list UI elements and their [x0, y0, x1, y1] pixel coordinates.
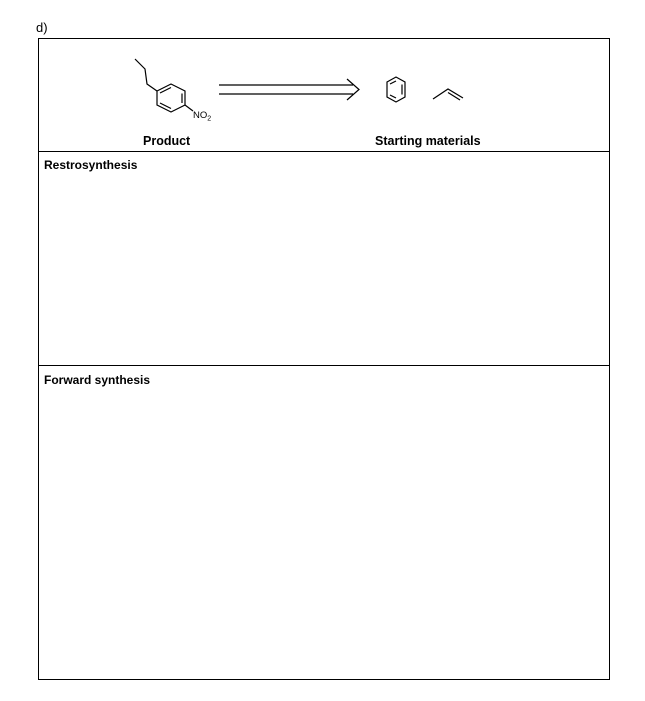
- forward-synthesis-area[interactable]: [38, 365, 610, 680]
- product-benzene-ring: [157, 84, 185, 112]
- starting-propene: [433, 89, 463, 100]
- part-label: d): [36, 20, 48, 35]
- nitro-label: $NO_2$: [193, 110, 212, 123]
- retrosynthesis-area[interactable]: [38, 151, 610, 366]
- forward-synthesis-title: Forward synthesis: [44, 373, 151, 387]
- product-structure: [135, 59, 193, 112]
- propyl-chain: [135, 59, 157, 91]
- nitro-bond: [185, 105, 193, 111]
- header-panel: [38, 38, 610, 152]
- starting-materials-caption: Starting materials: [375, 134, 481, 148]
- starting-benzene: [387, 77, 405, 102]
- retrosynthesis-title: Restrosynthesis: [44, 158, 138, 172]
- retrosynthesis-arrow: [219, 79, 359, 100]
- reaction-scheme: [39, 39, 611, 153]
- product-caption: Product: [143, 134, 191, 148]
